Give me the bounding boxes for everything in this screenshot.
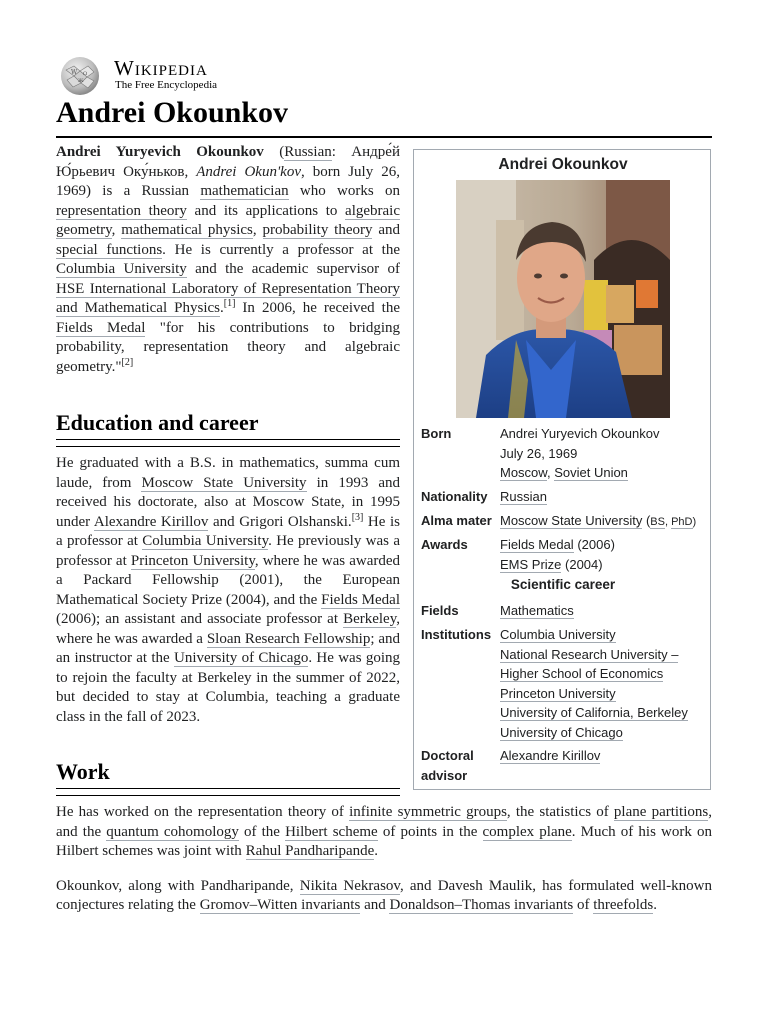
infobox-value-line <box>500 535 710 555</box>
infobox-value-line <box>500 645 710 665</box>
section-divider <box>56 439 400 447</box>
link-fields-medal[interactable]: Fields Medal <box>500 537 574 552</box>
link-moscow-state-university[interactable]: Moscow State University <box>141 474 307 491</box>
link-university-of-california-berkeley[interactable]: University of California, Berkeley <box>500 705 688 720</box>
link-moscow[interactable]: Moscow <box>500 465 547 480</box>
text-run: Andrei Yuryevich Okounkov <box>500 426 660 441</box>
text-run: He is a professor at <box>56 513 400 549</box>
text-run: , <box>546 465 555 480</box>
text-run: . <box>653 897 657 913</box>
text-run: . Much of his work on Hilbert schemes was joint with <box>56 823 713 859</box>
text-run: , where he was awarded a Packard Fellowship (2001), the European Mathematical Society Prize (2004), and the <box>56 552 401 608</box>
work-section <box>56 803 712 916</box>
bold-text: Andrei Yuryevich Okounkov <box>56 144 264 160</box>
link-mathematics[interactable]: Mathematics <box>500 603 574 618</box>
infobox-value <box>500 746 710 766</box>
work-paragraph-2 <box>56 877 712 916</box>
infobox-value-line <box>500 555 710 575</box>
link-columbia-university[interactable]: Columbia University <box>142 533 269 549</box>
text-run: , where he was awarded a <box>56 611 400 647</box>
citation <box>352 512 364 523</box>
link-hilbert-scheme[interactable]: Hilbert scheme <box>285 823 378 840</box>
link-mathematical-physics[interactable]: mathematical physics <box>121 222 253 238</box>
link-bs[interactable]: BS <box>650 516 665 528</box>
infobox-subheader-scientific-career: Scientific career <box>510 577 616 592</box>
text-run: (2004) <box>561 556 603 572</box>
citation-link[interactable]: [3] <box>351 511 364 523</box>
citation-link[interactable]: [2] <box>121 356 134 368</box>
page-title: Andrei Okounkov <box>56 96 289 129</box>
link-university-of-chicago[interactable]: University of Chicago <box>500 724 623 740</box>
text-run: of points in the <box>377 823 483 840</box>
text-run: , <box>664 516 672 528</box>
link-gromov-witten-invariants[interactable]: Gromov–Witten invariants <box>199 897 361 913</box>
infobox-label: Awards <box>421 537 468 552</box>
infobox-value-line <box>500 463 710 483</box>
text-run: . He previously was a professor at <box>56 533 400 569</box>
link-sloan-research-fellowship[interactable]: Sloan Research Fellowship <box>206 630 371 647</box>
lead-text <box>56 143 400 377</box>
link-representation-theory[interactable]: representation theory <box>56 202 187 219</box>
text-run: , <box>111 222 122 238</box>
text-run: Okounkov, along with Pandharipande, <box>56 877 300 894</box>
link-moscow-state-university[interactable]: Moscow State University <box>500 513 643 528</box>
link-threefolds[interactable]: threefolds <box>593 897 654 913</box>
text-run: . He is currently a professor at the <box>162 241 400 258</box>
text-run: . <box>374 843 379 859</box>
link-russian[interactable]: Russian <box>284 144 332 160</box>
infobox-value <box>500 625 710 742</box>
link-fields-medal[interactable]: Fields Medal <box>56 319 146 336</box>
text-run: ( <box>642 513 651 528</box>
link-columbia-university[interactable]: Columbia University <box>56 261 187 277</box>
link-alexandre-kirillov[interactable]: Alexandre Kirillov <box>500 748 601 763</box>
text-run: of the <box>238 823 286 840</box>
infobox <box>413 149 711 790</box>
infobox-label: Fields <box>421 603 459 618</box>
infobox-label: Alma mater <box>421 513 492 528</box>
infobox-value-line <box>500 511 710 533</box>
link-algebraic-geometry[interactable]: algebraic geometry <box>56 202 401 238</box>
heading-work: Work <box>56 759 110 784</box>
infobox-value <box>500 535 710 574</box>
text-run: July 26, 1969 <box>500 445 578 461</box>
link-donaldson-thomas-invariants[interactable]: Donaldson–Thomas invariants <box>389 897 574 913</box>
heading-education-and-career: Education and career <box>56 410 259 435</box>
wikipedia-wordmark: Wikipedia <box>114 56 208 80</box>
text-run: , and Davesh Maulik, has formulated well-known conjectures relating the <box>56 877 712 913</box>
link-berkeley[interactable]: Berkeley <box>343 611 397 627</box>
link-probability-theory[interactable]: probability theory <box>262 222 373 238</box>
text-run: and Grigori Olshanski. <box>208 513 352 530</box>
link-columbia-university[interactable]: Columbia University <box>500 627 616 642</box>
infobox-value-line <box>500 424 710 444</box>
link-special-functions[interactable]: special functions <box>56 241 163 258</box>
link-fields-medal[interactable]: Fields Medal <box>321 591 401 608</box>
text-run: ; and an instructor at the <box>56 630 400 666</box>
link-princeton-university[interactable]: Princeton University <box>500 685 616 701</box>
link-princeton-university[interactable]: Princeton University <box>130 552 255 569</box>
infobox-value-line <box>500 746 710 766</box>
text-run: ) <box>692 516 697 528</box>
infobox-value-line <box>500 664 710 684</box>
portrait-photo[interactable] <box>456 180 670 418</box>
infobox-value <box>500 424 710 483</box>
link-rahul-pandharipande[interactable]: Rahul Pandharipande <box>245 843 375 859</box>
text-run: . He was going to rejoin the faculty at Berkeley in the summer of 2022, but decided to stay at Columbia, teaching a graduate class in the fall of 2023. <box>56 650 401 725</box>
infobox-value-line <box>500 444 710 464</box>
education-section <box>56 454 400 727</box>
text-run: , born July 26, 1969) is a Russian <box>56 163 400 199</box>
wikipedia-tagline: The Free Encyclopedia <box>115 79 218 91</box>
education-paragraph <box>56 454 400 727</box>
infobox-label: Nationality <box>421 489 488 504</box>
link-plane-partitions[interactable]: plane partitions <box>613 804 709 820</box>
text-run: He graduated with a B.S. in mathematics, summa cum laude, from <box>56 455 400 491</box>
citation <box>224 298 236 309</box>
wikipedia-logo[interactable] <box>56 54 256 96</box>
text-run: , <box>252 222 263 238</box>
infobox-value-line <box>500 684 710 704</box>
citation <box>122 357 134 368</box>
infobox-value <box>500 487 710 507</box>
svg-text:W: W <box>71 69 78 76</box>
link-quantum-cohomology[interactable]: quantum cohomology <box>106 823 239 840</box>
link-hse-international-laboratory-of-representation-theory-and-mathematical-physics[interactable]: HSE International Laboratory of Representation Theory and Mathematical Physics <box>56 280 400 316</box>
link-nikita-nekrasov[interactable]: Nikita Nekrasov <box>299 877 400 894</box>
link-alexandre-kirillov[interactable]: Alexandre Kirillov <box>93 513 209 530</box>
link-mathematician[interactable]: mathematician <box>200 183 289 199</box>
infobox-value-line <box>500 487 710 507</box>
link-russian[interactable]: Russian <box>500 489 547 504</box>
work-paragraph-1 <box>56 803 712 862</box>
text-run: (2006) <box>573 537 615 552</box>
link-ems-prize[interactable]: EMS Prize <box>500 556 562 572</box>
wikipedia-globe-icon <box>56 54 104 96</box>
link-soviet-union[interactable]: Soviet Union <box>554 465 628 480</box>
text-run: ( <box>263 144 285 160</box>
infobox-title: Andrei Okounkov <box>498 156 628 173</box>
text-run: , and the <box>56 804 712 840</box>
svg-text:Ж: Ж <box>78 78 84 84</box>
citation-link[interactable]: [1] <box>223 298 236 309</box>
text-run: who works on <box>288 183 400 199</box>
text-run: In 2006, he received the <box>235 300 400 316</box>
link-national-research-university[interactable]: National Research University – <box>500 646 679 662</box>
infobox-value-line <box>500 601 710 621</box>
text-run: of <box>573 897 594 913</box>
text-run: : Андре́й Ю́рьевич Оку́ньков, <box>56 144 400 180</box>
text-run: and its applications to <box>186 202 346 219</box>
infobox-label: Institutions <box>421 627 492 642</box>
infobox-label: Doctoral advisor <box>421 748 474 783</box>
infobox-label: Born <box>421 426 452 441</box>
text-run: and the academic supervisor of <box>186 261 400 277</box>
link-phd[interactable]: PhD <box>671 516 693 528</box>
italic-text: Andrei Okun'kov <box>196 163 301 180</box>
section-divider <box>56 788 400 796</box>
text-run: (2006); an assistant and associate professor at <box>56 611 344 627</box>
link-university-of-chicago[interactable]: University of Chicago <box>173 650 309 666</box>
infobox-value-line <box>500 625 710 645</box>
text-run: . <box>220 300 224 316</box>
link-complex-plane[interactable]: complex plane <box>482 823 572 840</box>
text-run: "for his contributions to bridging probability, representation theory and algebraic geometry." <box>56 319 400 375</box>
infobox-value <box>500 601 710 621</box>
link-infinite-symmetric-groups[interactable]: infinite symmetric groups <box>349 804 507 820</box>
lead-paragraph <box>56 143 400 377</box>
svg-text:Ω: Ω <box>83 71 88 77</box>
infobox-value-line <box>500 723 710 743</box>
link-higher-school-of-economics[interactable]: Higher School of Economics <box>500 666 664 681</box>
text-run: , the statistics of <box>506 804 614 820</box>
text-run: in 1993 and received his doctorate, also at Moscow State, in 1995 under <box>56 474 401 530</box>
text-run: and <box>360 897 390 913</box>
infobox-value <box>500 511 710 533</box>
infobox-value-line <box>500 703 710 723</box>
text-run: and <box>372 222 400 238</box>
title-divider <box>56 136 712 138</box>
text-run: He has worked on the representation theory of <box>56 804 350 820</box>
